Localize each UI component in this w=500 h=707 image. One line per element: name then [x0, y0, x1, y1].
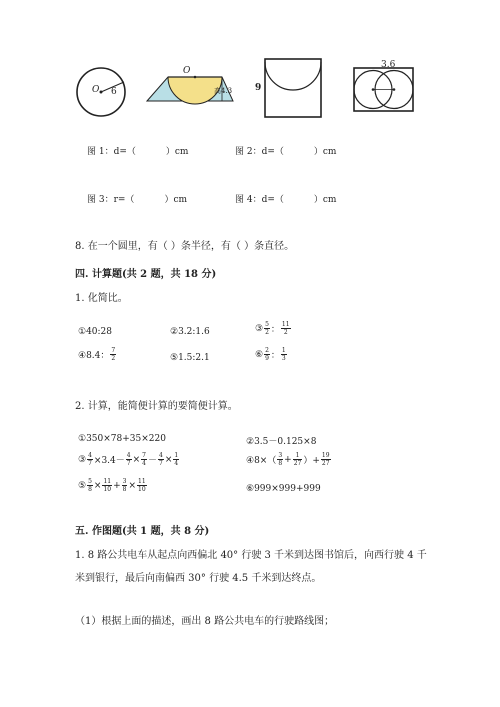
section-5-q1-line2: 米到银行，最后向南偏西 30° 行驶 4.5 千米到达终点。 [75, 573, 322, 584]
q2-item-b: ②3.5－0.125×8 [246, 437, 317, 447]
section-4-q2-title: 2. 计算，能简便计算的要简便计算。 [75, 401, 238, 412]
q1-item-c: ③ $\frac{5}{2}$ ： $\frac{11}{2}$ [255, 321, 290, 336]
section-4-heading: 四. 计算题(共 2 题，共 18 分) [75, 269, 217, 280]
section-5-heading: 五. 作图题(共 1 题，共 8 分) [75, 526, 210, 537]
question-8: 8. 在一个圆里，有（ ）条半径，有（ ）条直径。 [75, 241, 295, 252]
q1-item-a: ①40:28 [78, 327, 113, 337]
figure-3-square [264, 58, 324, 120]
section-4-q1-title: 1. 化简比。 [75, 293, 128, 304]
figure-1-circle [76, 67, 136, 127]
fig4-top-label: 3.6 [381, 60, 396, 70]
fig2-height-label: 高4.3 [214, 87, 233, 95]
q1-item-d: ④8.4： $\frac{7}{2}$ [78, 347, 116, 362]
figure-4-rectangle [353, 67, 415, 113]
fig2-top-label: O [183, 66, 191, 76]
q1-item-e: ⑤1.5:2.1 [170, 353, 210, 363]
fig3-answer: 图 3：r=（ ）cm [87, 195, 188, 205]
fig1-radius-label: 6 [111, 87, 117, 97]
fig1-center-label: O [92, 85, 100, 95]
q1-item-f: ⑥ $\frac{2}{9}$ ： $\frac{1}{3}$ [255, 347, 286, 362]
fig4-answer: 图 4：d=（ ）cm [235, 195, 337, 205]
q2-item-d: ④8×（ $\frac{3}{8}$ + $\frac{1}{27}$ ）+ $\frac{19}{27}$ [246, 452, 330, 467]
section-5-q1-line1: 1. 8 路公共电车从起点向西偏北 40° 行驶 3 千米到达图书馆后，向西行驶 4 千 [75, 550, 427, 561]
q2-item-e: ⑤ $\frac{5}{8}$ × $\frac{11}{10}$ + $\frac{3}{8}$ × $\frac{11}{10}$ [78, 478, 146, 493]
q2-item-f: ⑥999×999+999 [246, 484, 321, 494]
fig2-answer: 图 2：d=（ ）cm [235, 147, 337, 157]
q2-item-c: ③ $\frac{4}{7}$ ×3.4－ $\frac{4}{7}$ × $\frac{7}{4}$ － $\frac{4}{7}$ × $\frac{1}{4}$ [78, 452, 179, 467]
fig3-side-label: 9 [255, 83, 262, 93]
q2-item-a: ①350×78+35×220 [78, 434, 166, 444]
fig1-answer: 图 1：d=（ ）cm [87, 147, 189, 157]
q1-item-b: ②3.2:1.6 [170, 327, 210, 337]
section-5-sub1: （1）根据上面的描述，画出 8 路公共电车的行驶路线图； [75, 616, 335, 627]
